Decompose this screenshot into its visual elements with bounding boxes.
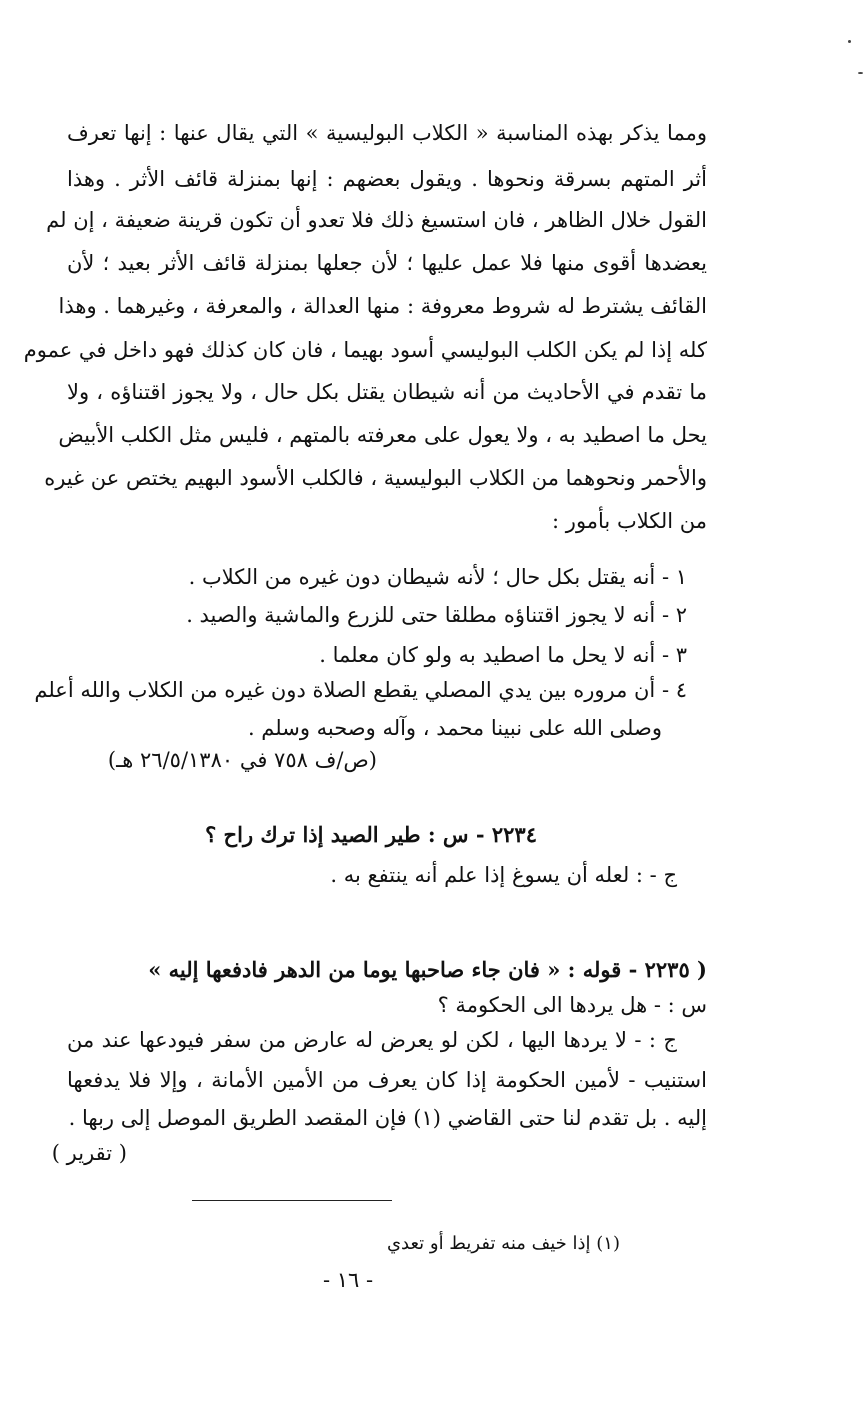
text-line: القول خلال الظاهر ، فان استسيغ ذلك فلا تعدو أن تكون قرينة ضعيفة ، إن لم [46, 208, 707, 232]
source-note: ( تقرير ) [51, 1141, 127, 1165]
text-line: القائف يشترط له شروط معروفة : منها العدالة ، والمعرفة ، وغيرهما . وهذا [58, 294, 707, 318]
text-line: يعضدها أقوى منها فلا عمل عليها ؛ لأن جعلها بمنزلة قائف الأثر بعيد ؛ لأن [67, 251, 707, 275]
text-line: والأحمر ونحوهما من الكلاب البوليسية ، فالكلب الأسود البهيم يختص عن غيره [44, 466, 707, 490]
text-line: كله إذا لم يكن الكلب البوليسي أسود بهيما ، فان كان كذلك فهو داخل في عموم [23, 338, 707, 362]
list-item: ٣ - أنه لا يحل ما اصطيد به ولو كان معلما . [319, 643, 687, 667]
list-item: ٤ - أن مروره بين يدي المصلي يقطع الصلاة دون غيره من الكلاب والله أعلم [34, 678, 687, 702]
scan-speck [858, 72, 863, 74]
source-reference: (ص/ف ٧٥٨ في ٢٦/٥/١٣٨٠ هـ) [107, 748, 377, 772]
text-line: ومما يذكر بهذه المناسبة « الكلاب البوليسية » التي يقال عنها : إنها تعرف [67, 121, 707, 145]
answer-text: ج - : لعله أن يسوغ إذا علم أنه ينتفع به . [330, 863, 677, 887]
text-line: من الكلاب بأمور : [552, 509, 707, 533]
answer-line: ج : - لا يردها اليها ، لكن لو يعرض له عارض من سفر فيودعها عند من [67, 1028, 677, 1052]
text-line: أثر المتهم بسرقة ونحوها . ويقول بعضهم : إنها بمنزلة قائف الأثر . وهذا [67, 167, 707, 191]
answer-line: استنيب - لأمين الحكومة إذا كان يعرف من الأمين الأمانة ، وإلا فلا يدفعها [67, 1068, 707, 1092]
question-text: س : - هل يردها الى الحكومة ؟ [437, 993, 707, 1017]
footnote-rule [192, 1200, 392, 1201]
answer-line: إليه . بل تقدم لنا حتى القاضي (١) فإن المقصد الطريق الموصل إلى ربها . [68, 1106, 707, 1130]
list-item: ٢ - أنه لا يجوز اقتناؤه مطلقا حتى للزرع والماشية والصيد . [186, 603, 687, 627]
list-item: ١ - أنه يقتل بكل حال ؛ لأنه شيطان دون غيره من الكلاب . [188, 565, 687, 589]
text-line: ما تقدم في الأحاديث من أنه شيطان يقتل بكل حال ، ولا يجوز اقتناؤه ، ولا [67, 380, 707, 404]
footnote: (١) إذا خيف منه تفريط أو تعدي [386, 1233, 620, 1254]
scan-speck [848, 40, 851, 43]
section-heading: ( ٢٢٣٥ - قوله : « فان جاء صاحبها يوما من الدهر فادفعها إليه » [148, 957, 707, 982]
text-line: يحل ما اصطيد به ، ولا يعول على معرفته بالمتهم ، فليس مثل الكلب الأبيض [58, 423, 707, 447]
page-number: - ١٦ - [322, 1268, 374, 1292]
closing-line: وصلى الله على نبينا محمد ، وآله وصحبه وسلم . [247, 716, 662, 740]
question-text: ٢٢٣٤ - س : طير الصيد إذا ترك راح ؟ [205, 822, 537, 847]
